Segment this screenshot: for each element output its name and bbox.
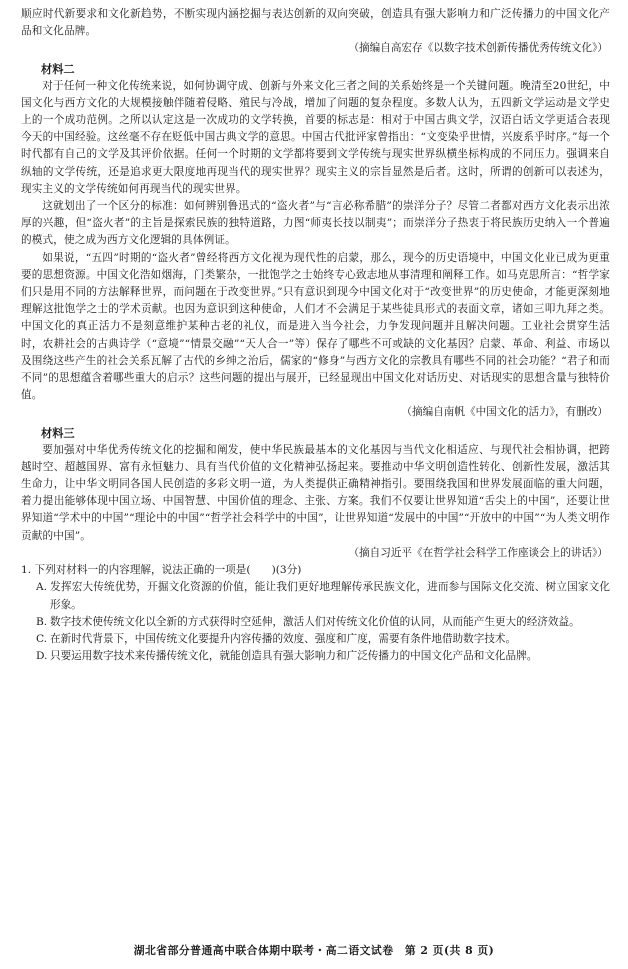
material2-heading: 材料二 — [41, 61, 75, 76]
question-1-option-d — [21, 648, 610, 665]
material3-paragraph-1: 要加强对中华优秀传统文化的挖掘和阐发，使中华民族最基本的文化基因与当代文化相适应、与现代社会相协调，把跨越时空、超越国界、富有永恒魅力、具有当代价值的文化精神弘扬起来。要推动中华文明创造性转化、创新性发展，激活其生命力，让中华文明同各国人民创造的多彩文明一道，为人类提供正确精神指引。要围绕我国和世界发展面临的重大问题，着力提出能够体现中国立场、中国智慧、中国价值的理念、主张、方案。我们不仅要让世界知道“舌尖上的中国”，还要让世界知道“学术中的中国”“理论中的中国”“哲学社会科学中的中国”，让世界知道“发展中的中国”“开放中的中国”“为人类文明作贡献的中国”。 — [21, 443, 610, 542]
material2-paragraph-2: 这就划出了一个区分的标准：如何辨别鲁迅式的“盗火者”与“言必称希腊”的崇洋分子？尽管二者都对西方文化表示出浓厚的兴趣，但“盗火者”的主旨是探索民族的独特道路，力图“师夷长技以制夷”；而崇洋分子热衷于将民族历史纳入一个普遍的模式，使之成为西方文化逻辑的具体例证。 — [21, 200, 610, 247]
material2-source: （摘编自南帆《中国文化的活力》，有删改） — [401, 406, 608, 419]
option-letter: A. — [36, 581, 48, 594]
question-1-option-c — [21, 631, 610, 648]
option-text: 数字技术使传统文化以全新的方式获得时空延伸，激活人们对传统文化价值的认同，从而能产生更大的经济效益。 — [50, 615, 580, 628]
material1-source: （摘编自高宏存《以数字技术创新传播优秀传统文化》） — [348, 42, 608, 55]
material2-paragraph-1: 对于任何一种文化传统来说，如何协调守成、创新与外来文化三者之间的关系始终是一个关键问题。晚清至20世纪，中国文化与西方文化的大规模接触伴随着侵略、殖民与冷战，增加了问题的复杂程度。多数人认为，五四新文学运动是文学史上的一个成功范例。之所以认定这是一次成功的文学转换，首要的标志是：相对于中国古典文学，汉语白话文学更适合表现今天的中国经验。这丝毫不存在贬低中国古典文学的意思。中国古代批评家曾指出：“文变染乎世情，兴废系乎时序。”每一个时代都有自己的文学及其评价依据。任何一个时期的文学都将要到文学传统与现实世界纵横坐标构成的不同压力。强调来自纵轴的文学传统，还是追求更大限度地再现当代的现实世界？现实主义的宗旨显然是后者。这时，所谓的创新可以表述为，现实主义的文学传统如何再现当代的现实世界。 — [21, 79, 610, 195]
option-text: 在新时代背景下，中国传统文化要提升内容传播的效度、强度和广度，需要有条件地借助数字技术。 — [50, 632, 517, 645]
option-text: 只要运用数字技术来传播传统文化，就能创造具有强大影响力和广泛传播力的中国文化产品和文化品牌。 — [50, 650, 538, 663]
material3-source: （摘自习近平《在哲学社会科学工作座谈会上的讲话》） — [348, 546, 608, 559]
material3-heading: 材料三 — [41, 425, 75, 440]
question-1-option-b — [21, 614, 610, 631]
material1-tail-paragraph: 顺应时代新要求和文化新趋势，不断实现内涵挖掘与表达创新的双向突破，创造具有强大影响力和广泛传播力的中国文化产品和文化品牌。 — [21, 8, 610, 38]
material2-paragraph-3: 如果说，“五四”时期的“盗火者”曾经将西方文化视为现代性的启蒙，那么，现今的历史语境中，中国文化业已成为更重要的思想资源。中国文化浩如烟海，门类繁杂，一批饱学之士始终专心致志地从事清理和阐释工作。如马克思所言：“哲学家们只是用不同的方法解释世界，而问题在于改变世界。”只有意识到现今中国文化对于“改变世界”的历史使命，才能更深刻地理解这批饱学之士的学术贡献。也因为意识到这种使命，人们才不会满足于某些徒具形式的表面文章，诸如三叩九拜之类。中国文化的真正活力不是刻意维护某种古老的礼仪，而是进入当今社会，力争发现问题并且解决问题。工业社会贯穿生活时，农耕社会的古典诗学（“意境”“情景交融”“天人合一”等）保存了哪些不可或缺的文化基因？启蒙、革命、利益、市场以及围绕这些产生的社会关系瓦解了古代的乡绅之治后，儒家的“修身”与西方文化的宗教具有哪些不同的社会功能？“君子和而不同”的思想蕴含着哪些重大的启示？这些问题的提出与展开，已经显现出中国文化对话历史、对话现实的思想含量与独特价值。 — [21, 251, 610, 402]
option-letter: C. — [36, 632, 48, 645]
question-1-stem: 1. 下列对材料一的内容理解，说法正确的一项是( )(3分) — [21, 564, 302, 577]
option-text: 发挥宏大传统优势，开掘文化资源的价值，能让我们更好地理解传承民族文化，进而参与国际文化交流、树立国家文化形象。 — [50, 581, 610, 611]
page-footer: 湖北省部分普通高中联合体期中联考・高二语文试卷 第 2 页(共 8 页) — [133, 944, 495, 957]
question-1-option-a — [21, 579, 610, 613]
option-letter: B. — [36, 615, 48, 628]
option-letter: D. — [36, 650, 48, 663]
